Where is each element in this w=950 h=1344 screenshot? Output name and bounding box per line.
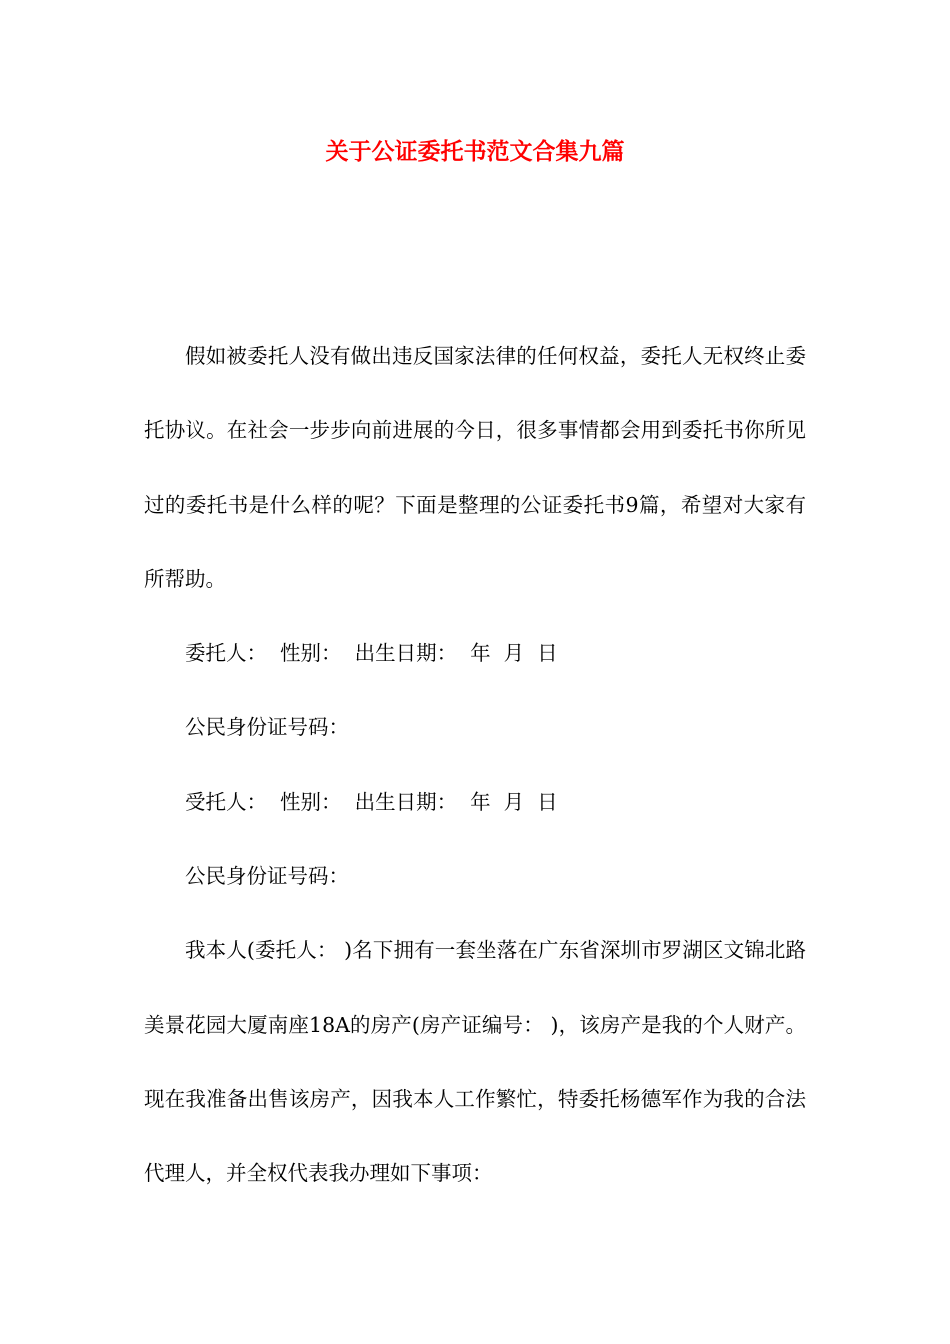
statement-paragraph: 我本人(委托人： )名下拥有一套坐落在广东省深圳市罗湖区文锦北路美景花园大厦南座18A的房产(房产证编号： )，该房产是我的个人财产。现在我准备出售该房产，因我本人工作繁忙，特委托杨德军作为我的合法代理人，并全权代表我办理如下事项： xyxy=(144,938,806,1186)
agent-info-line: 受托人： 性别： 出生日期： 年 月 日 xyxy=(185,789,558,814)
document-body xyxy=(144,319,806,1211)
intro-paragraph: 假如被委托人没有做出违反国家法律的任何权益，委托人无权终止委托协议。在社会一步步向前进展的今日，很多事情都会用到委托书你所见过的委托书是什么样的呢？下面是整理的公证委托书9篇，希望对大家有所帮助。 xyxy=(144,344,806,591)
principal-id-line: 公民身份证号码： xyxy=(185,715,349,740)
principal-info-line: 委托人： 性别： 出生日期： 年 月 日 xyxy=(185,641,558,666)
document-title: 关于公证委托书范文合集九篇 xyxy=(325,138,625,165)
agent-id-line: 公民身份证号码： xyxy=(185,864,349,889)
